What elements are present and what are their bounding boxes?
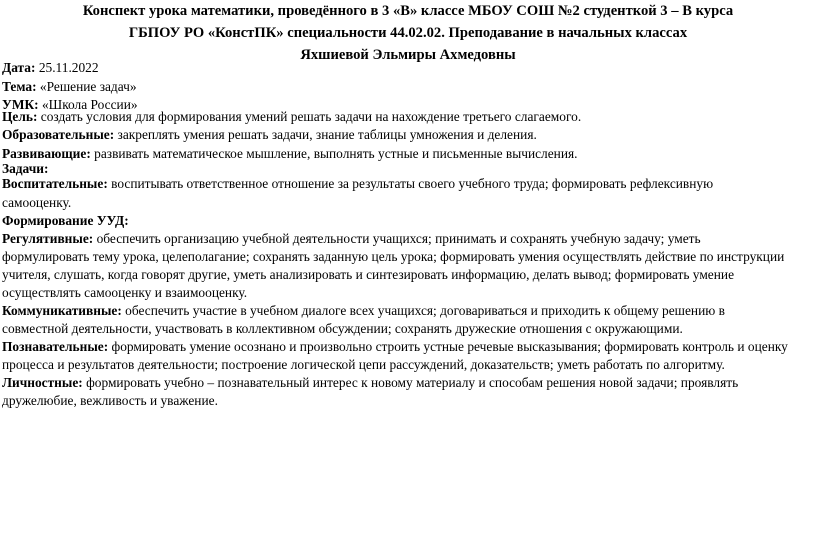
personal-label: Личностные: <box>2 375 83 390</box>
communicative-value: обеспечить участие в учебном диалоге всех учащихся; договариваться и приходить к общему решению в <box>121 303 725 318</box>
communicative-label: Коммуникативные: <box>2 303 122 318</box>
umk-value: «Школа России» <box>38 97 138 112</box>
regulatory-label: Регулятивные: <box>2 231 94 246</box>
date-line <box>2 58 99 77</box>
developing-line <box>2 144 578 163</box>
personal-line-2: дружелюбие, вежливость и уважение. <box>2 393 218 408</box>
regulatory-line-3: учителя, слушать, когда говорят другие, уметь анализировать и синтезировать информацию, делать вывод; формировать умение <box>2 267 735 282</box>
cognitive-value: формировать умение осознано и произвольно строить устные речевые высказывания; формировать контроль и оценку <box>108 339 788 354</box>
communicative-line-2: совместной деятельности, участвовать в коллективном обсуждении; сохранять дружеские отношения с окружающими. <box>2 321 683 336</box>
cognitive-label: Познавательные: <box>2 339 109 354</box>
developing-label: Развивающие: <box>2 146 91 161</box>
goal-value: создать условия для формирования умений решать задачи на нахождение третьего слагаемого. <box>37 109 582 124</box>
header-line-1: Конспект урока математики, проведённого в 3 «В» классе МБОУ СОШ №2 студенткой 3 – В курса <box>82 3 734 19</box>
topic-value: «Решение задач» <box>36 79 137 94</box>
regulatory-value: обеспечить организацию учебной деятельности учащихся; принимать и сохранять учебную задачу; уметь <box>93 231 701 246</box>
goal-line <box>2 107 581 126</box>
upbringing-line-1 <box>2 174 713 193</box>
educational-label: Образовательные: <box>2 127 115 142</box>
developing-value: развивать математическое мышление, выполнять устные и письменные вычисления. <box>90 146 578 161</box>
educational-line <box>2 125 537 144</box>
header-line-3: Яхшиевой Эльмиры Ахмедовны <box>300 47 516 63</box>
topic-line <box>2 77 137 96</box>
personal-line-1 <box>2 373 738 392</box>
uud-heading <box>2 211 129 230</box>
upbringing-label: Воспитательные: <box>2 176 108 191</box>
topic-label: Тема: <box>2 79 37 94</box>
educational-value: закреплять умения решать задачи, знание таблицы умножения и деления. <box>114 127 537 142</box>
regulatory-line-2: формулировать тему урока, целеполагание; сохранять заданную цель урока; формировать умения осуществлять действие по инструкции <box>2 249 785 264</box>
cognitive-line-1 <box>2 337 788 356</box>
uud-label: Формирование УУД: <box>2 213 129 228</box>
upbringing-value: воспитывать ответственное отношение за результаты своего учебного труда; формировать рефлексивную <box>107 176 714 191</box>
date-value: 25.11.2022 <box>35 60 99 75</box>
upbringing-line-2: самооценку. <box>2 195 72 210</box>
umk-label: УМК: <box>2 97 39 112</box>
header-line-2: ГБПОУ РО «КонстПК» специальности 44.02.02. Преподавание в начальных классах <box>128 25 688 41</box>
cognitive-line-2: процесса и результатов деятельности; построение логической цепи рассуждений, доказательств; уметь работать по алгоритму. <box>2 357 725 372</box>
regulatory-line-1 <box>2 229 701 248</box>
communicative-line-1 <box>2 301 725 320</box>
regulatory-line-4: осуществлять самооценку и взаимооценку. <box>2 285 248 300</box>
tasks-label: Задачи: <box>2 161 49 176</box>
personal-value: формировать учебно – познавательный интерес к новому материалу и способам решения новой задачи; проявлять <box>82 375 739 390</box>
goal-label: Цель: <box>2 109 38 124</box>
date-label: Дата: <box>2 60 36 75</box>
